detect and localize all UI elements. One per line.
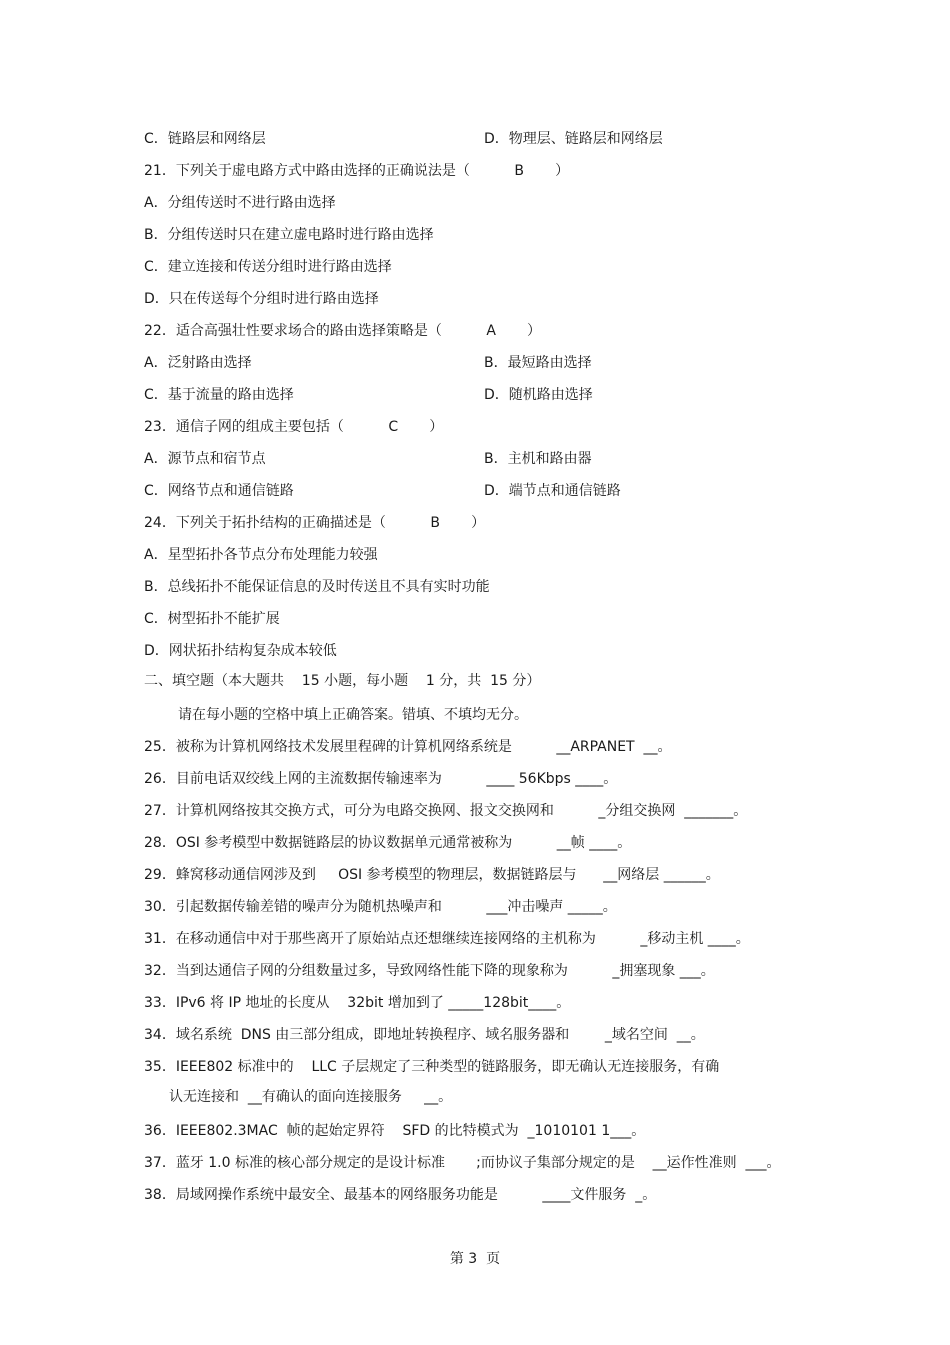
section-heading-fill-in: 二、填空题（本大题共 15 小题，每小题 1 分，共 15 分） (144, 673, 541, 689)
question-23: 23．通信子网的组成主要包括（ C ） (144, 419, 444, 435)
question-22: 22．适合高强壮性要求场合的路由选择策略是（ A ） (144, 323, 542, 339)
option-d-q23: D．端节点和通信链路 (484, 483, 621, 499)
option-c-q23: C．网络节点和通信链路 (144, 483, 294, 499)
question-34: 34．域名系统 DNS 由三部分组成，即地址转换程序、域名服务器和 _域名空间 __。 (144, 1027, 705, 1043)
question-29: 29．蜂窝移动通信网涉及到 OSI 参考模型的物理层，数据链路层与 __网络层 ______。 (144, 867, 720, 883)
option-d-q20: D．物理层、链路层和网络层 (484, 131, 663, 147)
question-26: 26．目前电话双绞线上网的主流数据传输速率为 ____ 56Kbps ____。 (144, 771, 618, 787)
question-35-continuation: 认无连接和 __有确认的面向连接服务 __。 (169, 1089, 453, 1105)
option-c-q22: C．基于流量的路由选择 (144, 387, 294, 403)
question-33: 33．IPv6 将 IP 地址的长度从 32bit 增加到了 _____128bit____。 (144, 995, 571, 1011)
page-number: 第 3 页 (449, 1251, 501, 1267)
question-37: 37．蓝牙 1.0 标准的核心部分规定的是设计标准 ;而协议子集部分规定的是 __运作性准则 ___。 (144, 1155, 781, 1171)
question-27: 27．计算机网络按其交换方式，可分为电路交换网、报文交换网和 _分组交换网 _______。 (144, 803, 748, 819)
question-38: 38．局域网操作系统中最安全、最基本的网络服务功能是 ____文件服务 _。 (144, 1187, 657, 1203)
question-24: 24．下列关于拓扑结构的正确描述是（ B ） (144, 515, 486, 531)
option-a-q21: A．分组传送时不进行路由选择 (144, 195, 336, 211)
option-d-q24: D．网状拓扑结构复杂成本较低 (144, 643, 337, 659)
option-d-q22: D．随机路由选择 (484, 387, 593, 403)
option-c-q24: C．树型拓扑不能扩展 (144, 611, 280, 627)
option-d-q21: D．只在传送每个分组时进行路由选择 (144, 291, 379, 307)
option-a-q24: A．星型拓扑各节点分布处理能力较强 (144, 547, 378, 563)
question-25: 25．被称为计算机网络技术发展里程碑的计算机网络系统是 __ARPANET __。 (144, 739, 672, 755)
question-36: 36．IEEE802.3MAC 帧的起始定界符 SFD 的比特模式为 _1010101 1___。 (144, 1123, 646, 1139)
question-21: 21．下列关于虚电路方式中路由选择的正确说法是（ B ） (144, 163, 570, 179)
option-b-q23: B．主机和路由器 (484, 451, 592, 467)
question-31: 31．在移动通信中对于那些离开了原始站点还想继续连接网络的主机称为 _移动主机 ____。 (144, 931, 750, 947)
option-b-q21: B．分组传送时只在建立虚电路时进行路由选择 (144, 227, 434, 243)
question-35: 35．IEEE802 标准中的 LLC 子层规定了三种类型的链路服务，即无确认无连接服务，有确 (144, 1059, 720, 1075)
section-instructions: 请在每小题的空格中填上正确答案。错填、不填均无分。 (178, 707, 528, 723)
question-32: 32．当到达通信子网的分组数量过多，导致网络性能下降的现象称为 _拥塞现象 ___。 (144, 963, 715, 979)
option-c-q20: C．链路层和网络层 (144, 131, 266, 147)
option-b-q22: B．最短路由选择 (484, 355, 592, 371)
option-a-q23: A．源节点和宿节点 (144, 451, 266, 467)
option-a-q22: A．泛射路由选择 (144, 355, 252, 371)
option-c-q21: C．建立连接和传送分组时进行路由选择 (144, 259, 392, 275)
question-28: 28．OSI 参考模型中数据链路层的协议数据单元通常被称为 __帧 ____。 (144, 835, 632, 851)
question-30: 30．引起数据传输差错的噪声分为随机热噪声和 ___冲击噪声 _____。 (144, 899, 617, 915)
option-b-q24: B．总线拓扑不能保证信息的及时传送且不具有实时功能 (144, 579, 490, 595)
